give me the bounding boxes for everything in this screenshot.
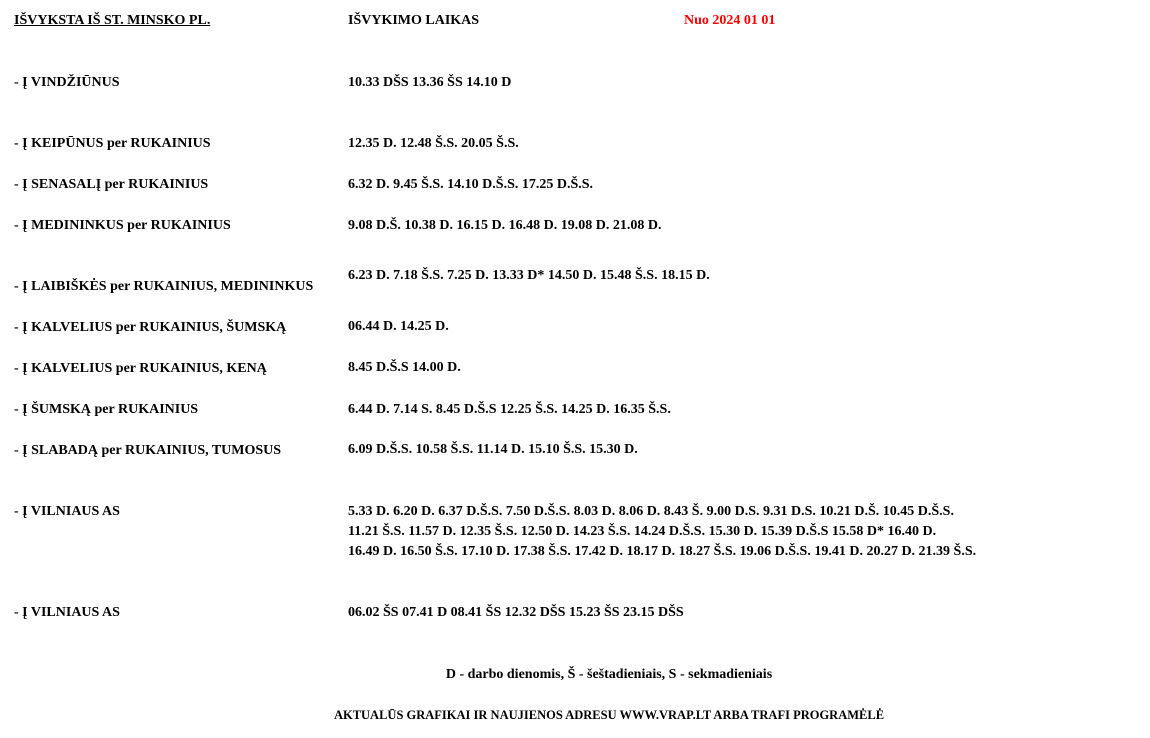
route-times-vilniaus-as-line-2: 11.21 Š.S. 11.57 D. 12.35 Š.S. 12.50 D. 14.23 Š.S. 14.24 D.Š.S. 15.30 D. 15.39 D.Š.S 15.58 D* 16.40 D.: [348, 524, 937, 539]
route-destination-laibiskes: - Į LAIBIŠKĖS per RUKAINIUS, MEDININKUS: [14, 279, 314, 294]
route-times-vilniaus-as-line-3: 16.49 D. 16.50 Š.S. 17.10 D. 17.38 Š.S. 17.42 D. 18.17 D. 18.27 Š.S. 19.06 D.Š.S. 19.41 D. 20.27 D. 21.39 Š.S.: [348, 544, 977, 559]
route-times-sumskas: 6.44 D. 7.14 S. 8.45 D.Š.S 12.25 Š.S. 14.25 D. 16.35 Š.S.: [348, 402, 671, 417]
valid-from-date: Nuo 2024 01 01: [684, 13, 776, 28]
departure-time-heading: IŠVYKIMO LAIKAS: [348, 13, 480, 28]
route-destination-vindziunai: - Į VINDŽIŪNUS: [14, 75, 120, 90]
route-destination-kalveliai-sumskas: - Į KALVELIUS per RUKAINIUS, ŠUMSKĄ: [14, 320, 287, 335]
route-destination-keipunai: - Į KEIPŪNUS per RUKAINIUS: [14, 136, 211, 151]
route-times-vindziunai: 10.33 DŠS 13.36 ŠS 14.10 D: [348, 75, 512, 90]
route-times-laibiskes: 6.23 D. 7.18 Š.S. 7.25 D. 13.33 D* 14.50 D. 15.48 Š.S. 18.15 D.: [348, 268, 710, 283]
route-destination-slabada: - Į SLABADĄ per RUKAINIUS, TUMOSUS: [14, 443, 282, 458]
departure-station-heading: IŠVYKSTA IŠ ST. MINSKO PL.: [14, 13, 211, 28]
route-times-senasalis: 6.32 D. 9.45 Š.S. 14.10 D.Š.S. 17.25 D.Š.S.: [348, 177, 594, 192]
route-times-vilniaus-as-line-1: 5.33 D. 6.20 D. 6.37 D.Š.S. 7.50 D.Š.S. 8.03 D. 8.06 D. 8.43 Š. 9.00 D.S. 9.31 D.S. 10.21 D.Š. 10.45 D.Š.S.: [348, 504, 954, 519]
route-destination-vilniaus-as: - Į VILNIAUS AS: [14, 504, 120, 519]
route-destination-kalveliai-kena: - Į KALVELIUS per RUKAINIUS, KENĄ: [14, 361, 267, 376]
route-times-kalveliai-sumskas: 06.44 D. 14.25 D.: [348, 319, 449, 334]
route-times-medininkai: 9.08 D.Š. 10.38 D. 16.15 D. 16.48 D. 19.08 D. 21.08 D.: [348, 218, 662, 233]
route-times-slabada: 6.09 D.Š.S. 10.58 Š.S. 11.14 D. 15.10 Š.S. 15.30 D.: [348, 442, 638, 457]
footer-notice: AKTUALŪS GRAFIKAI IR NAUJIENOS ADRESU WWW.VRAP.LT ARBA TRAFI PROGRAMĖLĖ: [333, 708, 885, 722]
schedule-legend: D - darbo dienomis, Š - šeštadieniais, S - sekmadieniais: [445, 667, 773, 682]
route-times-keipunai: 12.35 D. 12.48 Š.S. 20.05 Š.S.: [348, 136, 519, 151]
route-destination-sumskas: - Į ŠUMSKĄ per RUKAINIUS: [14, 402, 199, 417]
route-destination-medininkai: - Į MEDININKUS per RUKAINIUS: [14, 218, 231, 233]
route-times-vilniaus-as-2: 06.02 ŠS 07.41 D 08.41 ŠS 12.32 DŠS 15.23 ŠS 23.15 DŠS: [348, 605, 684, 620]
route-times-kalveliai-kena: 8.45 D.Š.S 14.00 D.: [348, 360, 461, 375]
route-destination-vilniaus-as-2: - Į VILNIAUS AS: [14, 605, 120, 620]
route-destination-senasalis: - Į SENASALĮ per RUKAINIUS: [14, 177, 209, 192]
